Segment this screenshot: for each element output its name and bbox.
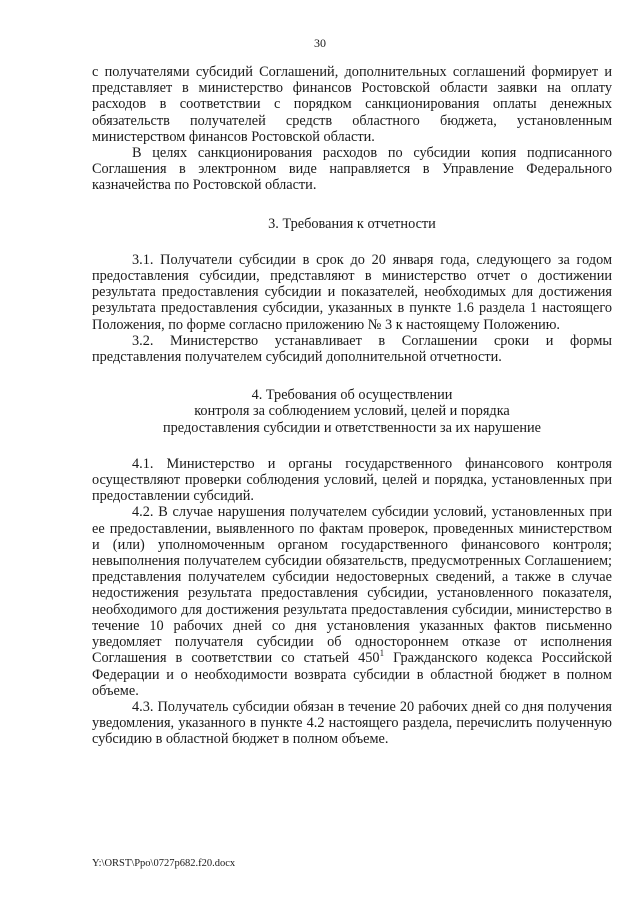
- section-4-heading-line-2: контроля за соблюдением условий, целей и порядка: [194, 403, 510, 420]
- paragraph-intro-continuation: с получателями субсидий Соглашений, дополнительных соглашений формирует и представляет в министерство финансов Ростовской области заявки на оплату расходов в соответствии с порядком санкционирования оплаты денежных обязательств получателей средств областного бюджета, установленным министерством финансов Ростовской области.: [92, 64, 612, 145]
- paragraph-4-3: 4.3. Получатель субсидии обязан в течение 20 рабочих дней со дня получения уведомления, указанного в пункте 4.2 настоящего раздела, перечислить полученную субсидию в областной бюджет в полном объеме.: [92, 698, 612, 748]
- paragraph-4-2-part-b: Гражданского кодекса Российской Федерации и о необходимости возврата субсидии в областной бюджет в полном объеме.: [92, 650, 613, 699]
- section-4-heading: [92, 387, 612, 436]
- section-4-body: [92, 456, 612, 748]
- paragraph-4-1: 4.1. Министерство и органы государственного финансового контроля осуществляют проверки соблюдения условий, целей и порядка, установленных при предоставлении субсидий.: [92, 455, 612, 505]
- paragraph-3-1: 3.1. Получатели субсидии в срок до 20 января года, следующего за годом предоставления субсидии, представляют в министерство отчет о достижении результата предоставления субсидии и показателей, необходимых для достижения результата предоставления субсидии, указанных в пункте 1.6 раздела 1 настоящего Положения, по форме согласно приложению № 3 к настоящему Положению.: [92, 251, 612, 333]
- paragraph-4-2: [92, 504, 612, 698]
- section-3-body: [92, 252, 612, 365]
- section-4-heading-line-1: 4. Требования об осуществлении: [251, 387, 453, 404]
- footer-file-path: Y:\ORST\Ppo\0727p682.f20.docx: [92, 858, 236, 869]
- section-4-heading-line-3: предоставления субсидии и ответственности за их нарушение: [162, 419, 542, 436]
- document-body: [92, 64, 612, 748]
- paragraph-3-2: 3.2. Министерство устанавливает в Соглашении сроки и формы представления получателем субсидий дополнительной отчетности.: [92, 332, 612, 366]
- paragraph-sanction-copy: В целях санкционирования расходов по субсидии копия подписанного Соглашения в электронном виде направляется в Управление Федерального казначейства по Ростовской области.: [92, 145, 612, 194]
- section-3-heading: 3. Требования к отчетности: [268, 215, 436, 232]
- article-superscript: 1: [379, 648, 385, 659]
- paragraph-4-2-part-a: 4.2. В случае нарушения получателем субсидии условий, установленных при ее предоставлении, выявленного по фактам проверок, проведенных министерством и (или) уполномоченным органом государственного финансового контроля; невыполнения получателем субсидии обязательств, предусмотренных Соглашением; представления получателем субсидии недостоверных сведений, а также в случае недостижения результата предоставления субсидии, установленного показателя, необходимого для достижения результата предоставления субсидии, министерство в течение 10 рабочих дней со дня установления указанных фактов письменно уведомляет получателя субсидии об одностороннем отказе от исполнения Соглашения в соответствии со статьей 450: [92, 504, 612, 667]
- page-number: 30: [314, 36, 326, 50]
